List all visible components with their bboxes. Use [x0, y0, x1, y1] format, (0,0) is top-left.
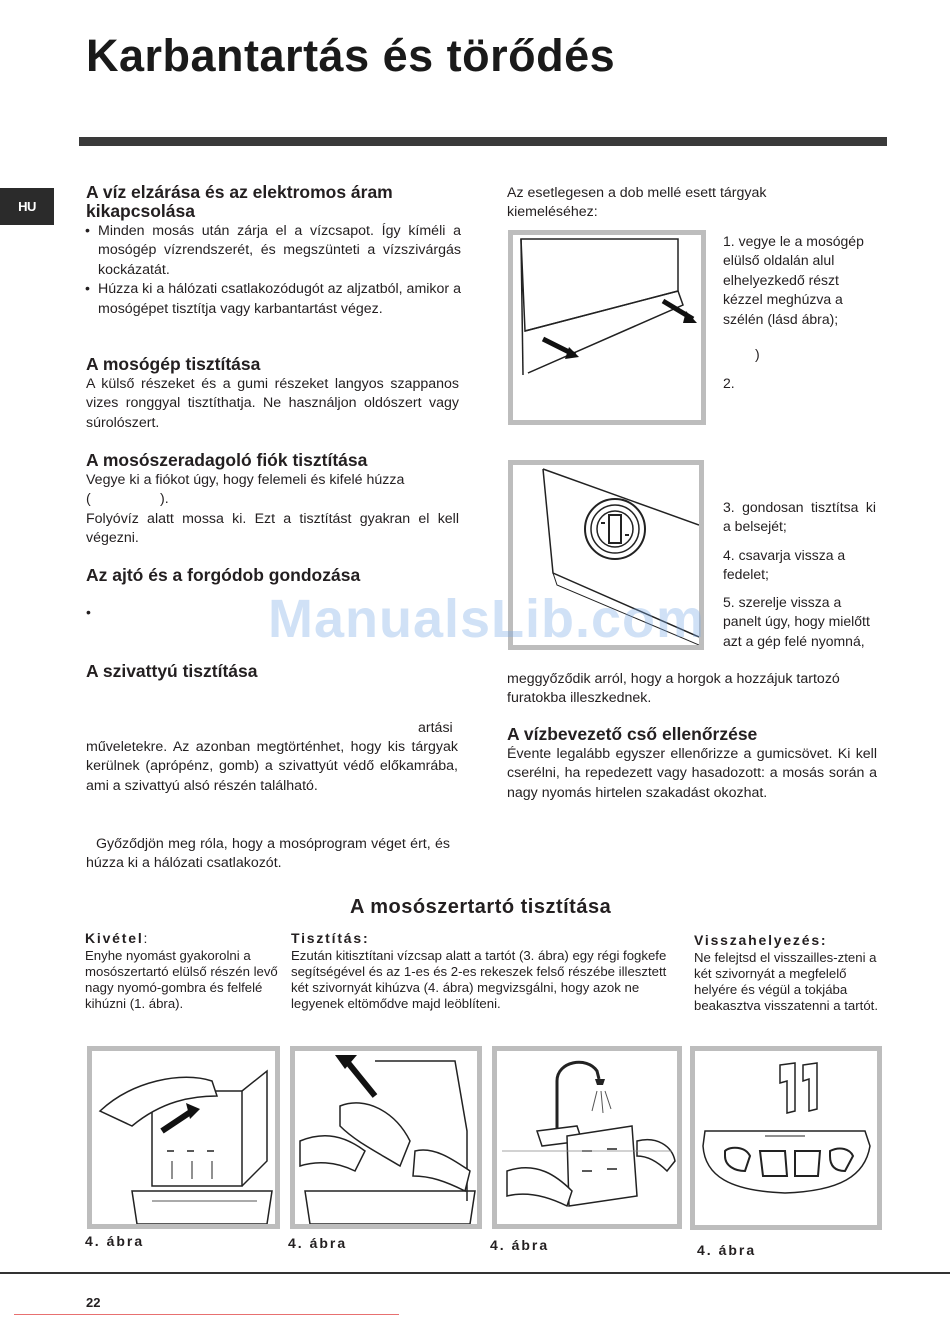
pump-text: műveletekre. Az azonban megtörténhet, hogy kis tárgyak kerülnek (aprópénz, gomb) a szivattyút védő előkamrába, ami a szivattyú alsó részén található. [86, 739, 458, 794]
col-reinsert-text: Ne felejtsd el visszailles-zteni a két szivornyát a megfelelő helyére és végül a tokjába beakasztva visszatenni a tartót. [694, 950, 878, 1013]
heading-machine-cleaning: A mosógép tisztítása [86, 354, 261, 374]
figure-label: 4. ábra [490, 1237, 550, 1253]
heading-detergent-container: A mosószertartó tisztítása [350, 896, 612, 918]
figure-washing [492, 1046, 682, 1229]
col-removal-text: Enyhe nyomást gyakorolni a mosószertartó elülső részén levő nagy nyomó-gombra és felfelé kihúzni (1. ábra). [85, 948, 278, 1011]
heading-water-power: A víz elzárása és az elektromos áram kikapcsolása [86, 182, 393, 221]
heading-pump-cleaning: A szivattyú tisztítása [86, 661, 258, 681]
language-tab: HU [0, 188, 54, 225]
heading-drawer-cleaning: A mosószeradagoló fiók tisztítása [86, 450, 368, 470]
step-4: 4. csavarja vissza a fedelet; [723, 547, 846, 583]
step-3: 3. gondosan tisztítsa ki a belsejét; [723, 499, 876, 535]
figure-reinsert [690, 1046, 882, 1230]
step-2: 2. [723, 375, 735, 391]
step-1: 1. vegye le a mosógép elülső oldalán alul elhelyezkedő részt kézzel meghúzva a szélén (lásd ábra); [723, 233, 864, 327]
drawer-text-2: Folyóvíz alatt mossa ki. Ezt a tisztítást gyakran el kell végezni. [86, 511, 459, 547]
heading-door-drum: Az ajtó és a forgódob gondozása [86, 565, 361, 585]
reinsert-illustration [695, 1051, 877, 1225]
pump-text-fragment: artási [418, 720, 453, 736]
figure-front-panel [508, 230, 706, 425]
figure-label: 4. ábra [85, 1233, 145, 1249]
footer-red-line [14, 1314, 399, 1315]
page-number: 22 [86, 1295, 101, 1310]
col-removal-heading: Kivétel: [85, 930, 150, 946]
siphon-remove-illustration [295, 1051, 477, 1224]
watermark: ManualsLib.com [268, 589, 706, 649]
page-title: Karbantartás és törődés [86, 30, 616, 81]
pump-text-2: Győződjön meg róla, hogy a mosóprogram véget ért, és húzza ki a hálózati csatlakozót. [86, 836, 450, 872]
title-divider [79, 137, 887, 146]
step-5-continued: meggyőződik arról, hogy a horgok a hozzájuk tartozó furatokba illeszkednek. [507, 671, 840, 707]
washing-illustration [497, 1051, 677, 1224]
list-item: • Minden mosás után zárja el a vízcsapot. Így kíméli a mosógép vízrendszerét, és megszünteti a vízszivárgás kockázatát. [85, 223, 461, 278]
machine-cleaning-text: A külső részeket és a gumi részeket langyos szappanos vizes ronggyal tisztíthatja. Ne használjon oldószert vagy súrolószert. [86, 376, 459, 431]
drawer-paren-open: ( [86, 491, 91, 507]
figure-label: 4. ábra [288, 1235, 348, 1251]
removal-illustration [92, 1051, 275, 1224]
drawer-text-line1: Vegye ki a fiókot úgy, hogy felemeli és kifelé húzza [86, 472, 405, 488]
footer-divider [0, 1272, 950, 1274]
heading-inlet-hose: A vízbevezető cső ellenőrzése [507, 724, 758, 744]
front-panel-illustration [513, 235, 701, 420]
list-item: • Húzza ki a hálózati csatlakozódugót az aljzatból, amikor a mosógépet tisztítja vagy karbantartást végez. [85, 281, 461, 317]
figure-siphon-remove [290, 1046, 482, 1229]
col-cleaning-text: Ezután kitisztítani vízcsap alatt a tartót (3. ábra) egy régi fogkefe segítségével és az 1-es és 2-es rekeszek felső részébe illesztett két szivornyát kihúzva (4. ábra) megvizsgálni, hogy azok ne legyenek eltömődve majd leöblíteni. [291, 948, 667, 1011]
water-power-list [86, 222, 461, 319]
step-1-close: ) [755, 346, 760, 362]
figure-label: 4. ábra [697, 1242, 757, 1258]
figure-removal [87, 1046, 280, 1229]
inlet-hose-text: Évente legalább egyszer ellenőrizze a gumicsövet. Ki kell cserélni, ha repedezett vagy hasadozott: a mosás során a nagy nyomás hirtelen szakadást okozhat. [507, 746, 877, 801]
right-intro: Az esetlegesen a dob mellé esett tárgyak kiemeléséhez: [507, 185, 767, 221]
col-cleaning-heading: Tisztítás: [291, 930, 370, 946]
door-drum-bullet: • [86, 604, 91, 620]
drawer-paren-close: ). [160, 491, 169, 507]
col-reinsert-heading: Visszahelyezés: [694, 932, 828, 948]
step-5: 5. szerelje vissza a panelt úgy, hogy mielőtt azt a gép felé nyomná, [723, 594, 870, 649]
